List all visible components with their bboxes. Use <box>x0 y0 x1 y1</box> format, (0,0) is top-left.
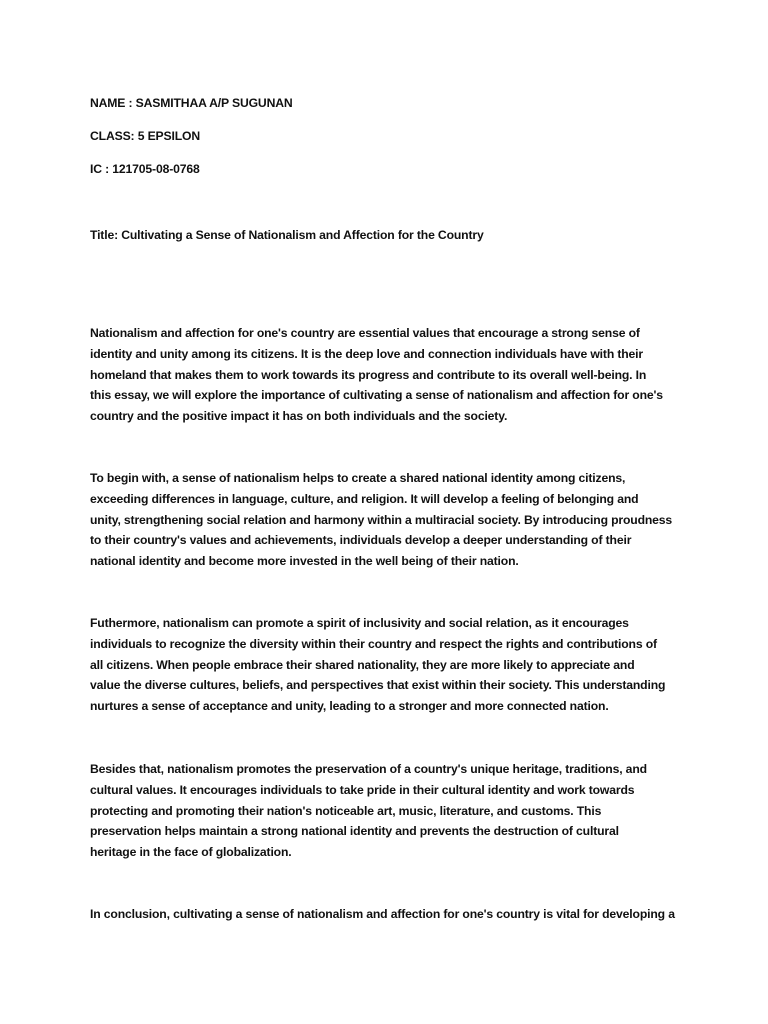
paragraph-line: unity, strengthening social relation and harmony within a multiracial society. By introducing proudness <box>90 512 673 527</box>
paragraph-conclusion <box>90 904 690 925</box>
paragraph-line: individuals to recognize the diversity within their country and respect the rights and contributions of <box>90 636 657 651</box>
paragraph-line: Futhermore, nationalism can promote a spirit of inclusivity and social relation, as it encourages <box>90 616 629 630</box>
paragraph-line: to their country's values and achievements, individuals develop a deeper understanding of their <box>90 533 632 548</box>
paragraph-body-1 <box>90 468 690 572</box>
paragraph-body-2 <box>90 613 690 717</box>
paragraph-line: homeland that makes them to work towards its progress and contribute to its overall well-being. In <box>90 367 647 382</box>
paragraph-line: national identity and become more invested in the well being of their nation. <box>90 554 519 569</box>
paragraph-line: In conclusion, cultivating a sense of nationalism and affection for one's country is vital for developing a <box>90 907 675 921</box>
paragraph-line: heritage in the face of globalization. <box>90 845 292 860</box>
paragraph-line: value the diverse cultures, beliefs, and perspectives that exist within their society. This understanding <box>90 678 666 693</box>
paragraph-line: To begin with, a sense of nationalism helps to create a shared national identity among citizens, <box>90 471 626 485</box>
essay-title: Title: Cultivating a Sense of Nationalism and Affection for the Country <box>90 228 484 242</box>
paragraph-line: cultural values. It encourages individuals to take pride in their cultural identity and work towards <box>90 782 635 797</box>
paragraph-line: exceeding differences in language, culture, and religion. It will develop a feeling of belonging and <box>90 491 639 506</box>
paragraph-line: identity and unity among its citizens. It is the deep love and connection individuals have with their <box>90 346 644 361</box>
paragraph-body-3 <box>90 759 690 863</box>
paragraph-line: all citizens. When people embrace their shared nationality, they are more likely to appreciate and <box>90 657 635 672</box>
paragraph-line: preservation helps maintain a strong national identity and prevents the destruction of cultural <box>90 824 619 839</box>
student-ic: IC : 121705-08-0768 <box>90 162 200 176</box>
paragraph-line: nurtures a sense of acceptance and unity, leading to a stronger and more connected nation. <box>90 699 609 714</box>
student-name: NAME : SASMITHAA A/P SUGUNAN <box>90 96 293 110</box>
paragraph-line: Nationalism and affection for one's country are essential values that encourage a strong sense of <box>90 326 640 340</box>
paragraph-line: country and the positive impact it has on both individuals and the society. <box>90 409 508 424</box>
paragraph-line: this essay, we will explore the importance of cultivating a sense of nationalism and affection for one's <box>90 388 663 403</box>
paragraph-line: protecting and promoting their nation's noticeable art, music, literature, and customs. This <box>90 803 602 818</box>
paragraph-line: Besides that, nationalism promotes the preservation of a country's unique heritage, traditions, and <box>90 762 647 776</box>
student-class: CLASS: 5 EPSILON <box>90 129 201 143</box>
paragraph-intro <box>90 323 690 427</box>
